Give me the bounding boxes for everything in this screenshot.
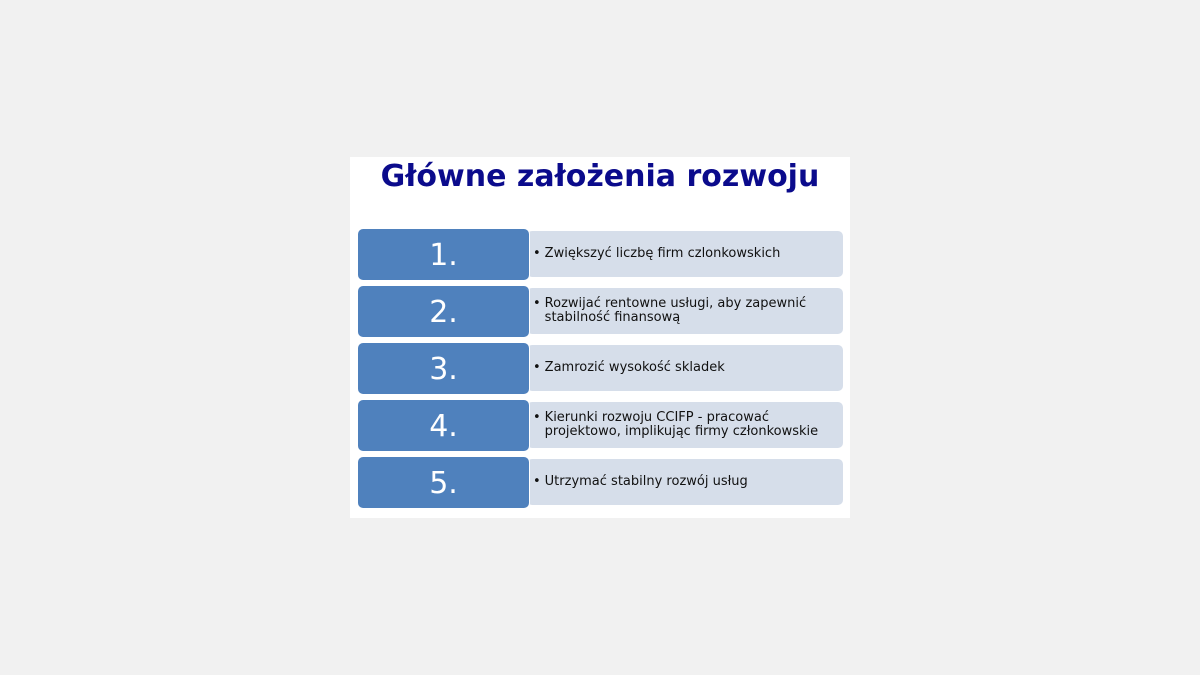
item-number-badge: 5. xyxy=(357,456,530,509)
list-item xyxy=(357,228,844,281)
item-text-box xyxy=(527,402,843,448)
item-text: Kierunki rozwoju CCIFP - pracować projektowo, implikując firmy członkowskie xyxy=(544,410,819,439)
goals-list xyxy=(357,228,844,513)
item-number-badge: 2. xyxy=(357,285,530,338)
bullet-icon: • xyxy=(533,410,541,425)
item-text: Zwiększyć liczbę firm czlonkowskich xyxy=(544,246,781,261)
item-number-badge: 3. xyxy=(357,342,530,395)
item-text-box xyxy=(527,231,843,277)
bullet-icon: • xyxy=(533,246,541,261)
item-text: Rozwijać rentowne usługi, aby zapewnić stabilność finansową xyxy=(544,296,807,325)
item-number-badge: 1. xyxy=(357,228,530,281)
list-item xyxy=(357,342,844,395)
item-text-box xyxy=(527,345,843,391)
item-text: Utrzymać stabilny rozwój usług xyxy=(544,474,748,489)
slide-canvas xyxy=(350,157,850,518)
list-item xyxy=(357,285,844,338)
bullet-icon: • xyxy=(533,296,541,311)
list-item xyxy=(357,456,844,509)
item-text: Zamrozić wysokość skladek xyxy=(544,360,725,375)
slide-title: Główne założenia rozwoju xyxy=(380,159,820,194)
item-number-badge: 4. xyxy=(357,399,530,452)
list-item xyxy=(357,399,844,452)
item-text-box xyxy=(527,459,843,505)
bullet-icon: • xyxy=(533,474,541,489)
item-text-box xyxy=(527,288,843,334)
bullet-icon: • xyxy=(533,360,541,375)
